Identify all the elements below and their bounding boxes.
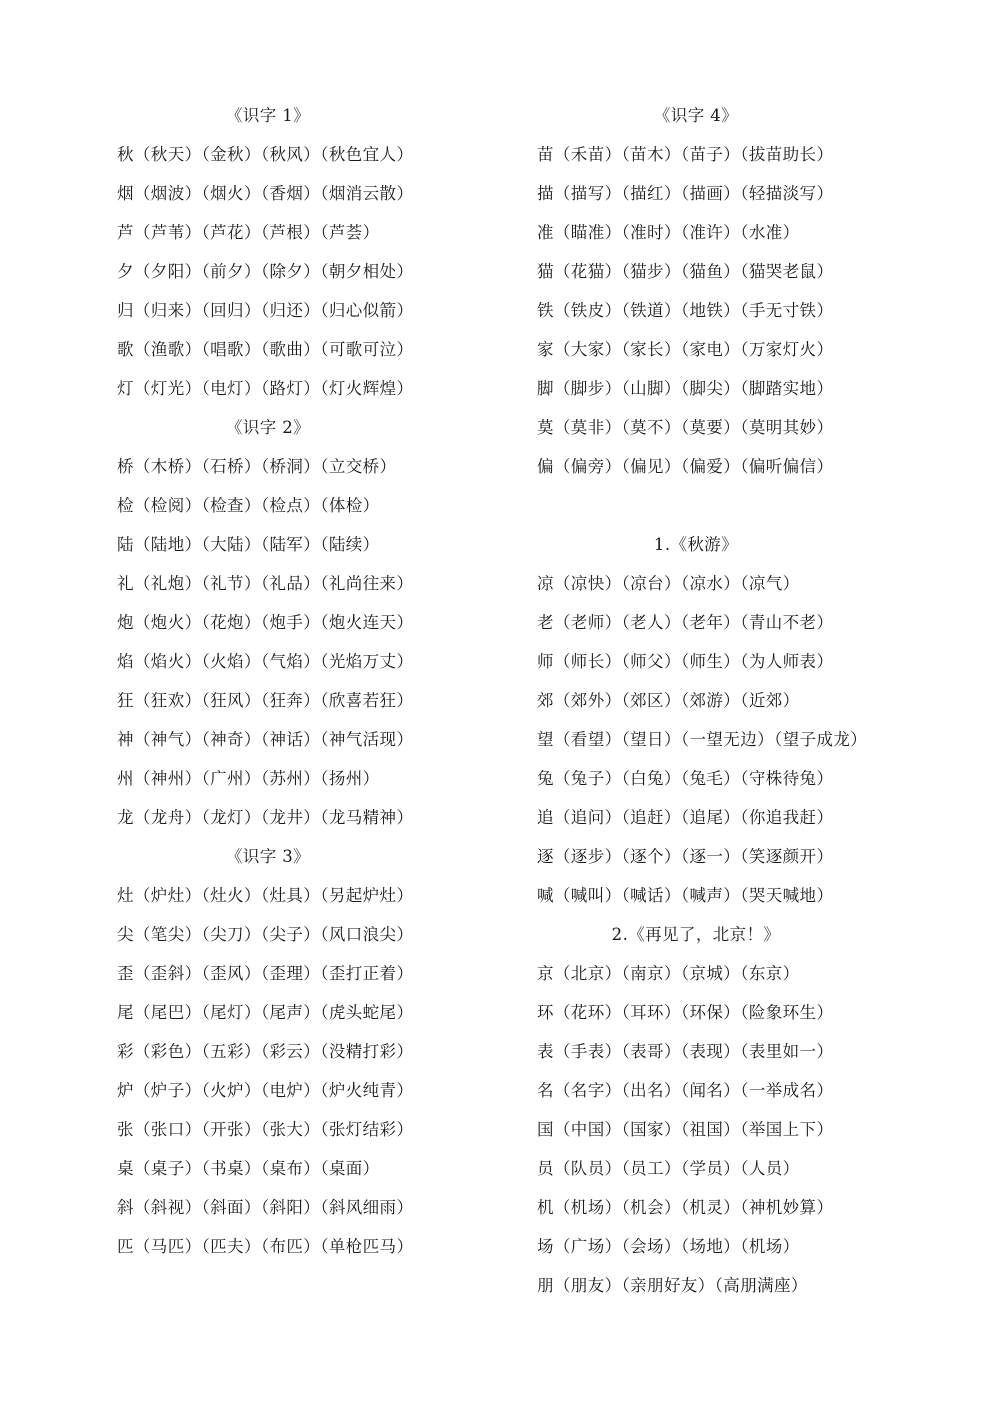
- word-row: 夕（夕阳）（前夕）（除夕）（朝夕相处）: [117, 262, 414, 281]
- word-row: 检（检阅）（检查）（检点）（体检）: [117, 496, 380, 515]
- word-row: 灶（炉灶）（灶火）（灶具）（另起炉灶）: [117, 886, 414, 905]
- word-row: 莫（莫非）（莫不）（莫要）（莫明其妙）: [537, 418, 834, 437]
- word-row: 喊（喊叫）（喊话）（喊声）（哭天喊地）: [537, 886, 834, 905]
- word-row: 脚（脚步）（山脚）（脚尖）（脚踏实地）: [537, 379, 834, 398]
- word-row: 兔（兔子）（白兔）（兔毛）（守株待兔）: [537, 769, 834, 788]
- word-row: 机（机场）（机会）（机灵）（神机妙算）: [537, 1198, 834, 1217]
- word-row: 偏（偏旁）（偏见）（偏爱）（偏听偏信）: [537, 457, 834, 476]
- word-row: 尖（笔尖）（尖刀）（尖子）（风口浪尖）: [117, 925, 414, 944]
- word-row: 芦（芦苇）（芦花）（芦根）（芦荟）: [117, 223, 380, 242]
- word-row: 猫（花猫）（猫步）（猫鱼）（猫哭老鼠）: [537, 262, 834, 281]
- word-row: 京（北京）（南京）（京城）（东京）: [537, 964, 800, 983]
- word-row: 逐（逐步）（逐个）（逐一）（笑逐颜开）: [537, 847, 834, 866]
- word-row: 焰（焰火）（火焰）（气焰）（光焰万丈）: [117, 652, 414, 671]
- right-column: [537, 96, 917, 1305]
- word-row: 表（手表）（表哥）（表现）（表里如一）: [537, 1042, 834, 1061]
- left-column: [117, 96, 457, 1266]
- spacer: [537, 486, 917, 525]
- word-row: 归（归来）（回归）（归还）（归心似箭）: [117, 301, 414, 320]
- word-row: 斜（斜视）（斜面）（斜阳）（斜风细雨）: [117, 1198, 414, 1217]
- word-row: 凉（凉快）（凉台）（凉水）（凉气）: [537, 574, 800, 593]
- section-title: 《识字 3》: [225, 847, 311, 866]
- word-row: 歌（渔歌）（唱歌）（歌曲）（可歌可泣）: [117, 340, 414, 359]
- word-row: 铁（铁皮）（铁道）（地铁）（手无寸铁）: [537, 301, 834, 320]
- word-row: 尾（尾巴）（尾灯）（尾声）（虎头蛇尾）: [117, 1003, 414, 1022]
- word-row: 彩（彩色）（五彩）（彩云）（没精打彩）: [117, 1042, 414, 1061]
- word-row: 员（队员）（员工）（学员）（人员）: [537, 1159, 800, 1178]
- word-row: 名（名字）（出名）（闻名）（一举成名）: [537, 1081, 834, 1100]
- section-title: 《识字 4》: [653, 106, 739, 125]
- word-row: 描（描写）（描红）（描画）（轻描淡写）: [537, 184, 834, 203]
- word-row: 州（神州）（广州）（苏州）（扬州）: [117, 769, 380, 788]
- word-row: 苗（禾苗）（苗木）（苗子）（拔苗助长）: [537, 145, 834, 164]
- word-row: 秋（秋天）（金秋）（秋风）（秋色宜人）: [117, 145, 414, 164]
- word-row: 准（瞄准）（准时）（准许）（水准）: [537, 223, 800, 242]
- word-row: 场（广场）（会场）（场地）（机场）: [537, 1237, 800, 1256]
- word-row: 望（看望）（望日）（一望无边）（望子成龙）: [537, 730, 868, 749]
- word-row: 匹（马匹）（匹夫）（布匹）（单枪匹马）: [117, 1237, 414, 1256]
- word-row: 狂（狂欢）（狂风）（狂奔）（欣喜若狂）: [117, 691, 414, 710]
- section-title: 《识字 2》: [225, 418, 311, 437]
- word-row: 陆（陆地）（大陆）（陆军）（陆续）: [117, 535, 380, 554]
- word-row: 家（大家）（家长）（家电）（万家灯火）: [537, 340, 834, 359]
- section-title: 2.《再见了，北京！》: [611, 925, 781, 944]
- word-row: 郊（郊外）（郊区）（郊游）（近郊）: [537, 691, 800, 710]
- word-row: 老（老师）（老人）（老年）（青山不老）: [537, 613, 834, 632]
- word-row: 礼（礼炮）（礼节）（礼品）（礼尚往来）: [117, 574, 414, 593]
- word-row: 炉（炉子）（火炉）（电炉）（炉火纯青）: [117, 1081, 414, 1100]
- word-row: 炮（炮火）（花炮）（炮手）（炮火连天）: [117, 613, 414, 632]
- word-row: 朋（朋友）（亲朋好友）（高朋满座）: [537, 1276, 808, 1295]
- word-row: 歪（歪斜）（歪风）（歪理）（歪打正着）: [117, 964, 414, 983]
- word-row: 龙（龙舟）（龙灯）（龙井）（龙马精神）: [117, 808, 414, 827]
- word-row: 国（中国）（国家）（祖国）（举国上下）: [537, 1120, 834, 1139]
- word-row: 师（师长）（师父）（师生）（为人师表）: [537, 652, 834, 671]
- word-row: 神（神气）（神奇）（神话）（神气活现）: [117, 730, 414, 749]
- section-title: 1.《秋游》: [653, 535, 739, 554]
- word-row: 追（追问）（追赶）（追尾）（你追我赶）: [537, 808, 834, 827]
- word-row: 环（花环）（耳环）（环保）（险象环生）: [537, 1003, 834, 1022]
- word-row: 桌（桌子）（书桌）（桌布）（桌面）: [117, 1159, 380, 1178]
- section-title: 《识字 1》: [225, 106, 311, 125]
- word-row: 桥（木桥）（石桥）（桥洞）（立交桥）: [117, 457, 397, 476]
- word-row: 烟（烟波）（烟火）（香烟）（烟消云散）: [117, 184, 414, 203]
- word-row: 张（张口）（开张）（张大）（张灯结彩）: [117, 1120, 414, 1139]
- word-row: 灯（灯光）（电灯）（路灯）（灯火辉煌）: [117, 379, 414, 398]
